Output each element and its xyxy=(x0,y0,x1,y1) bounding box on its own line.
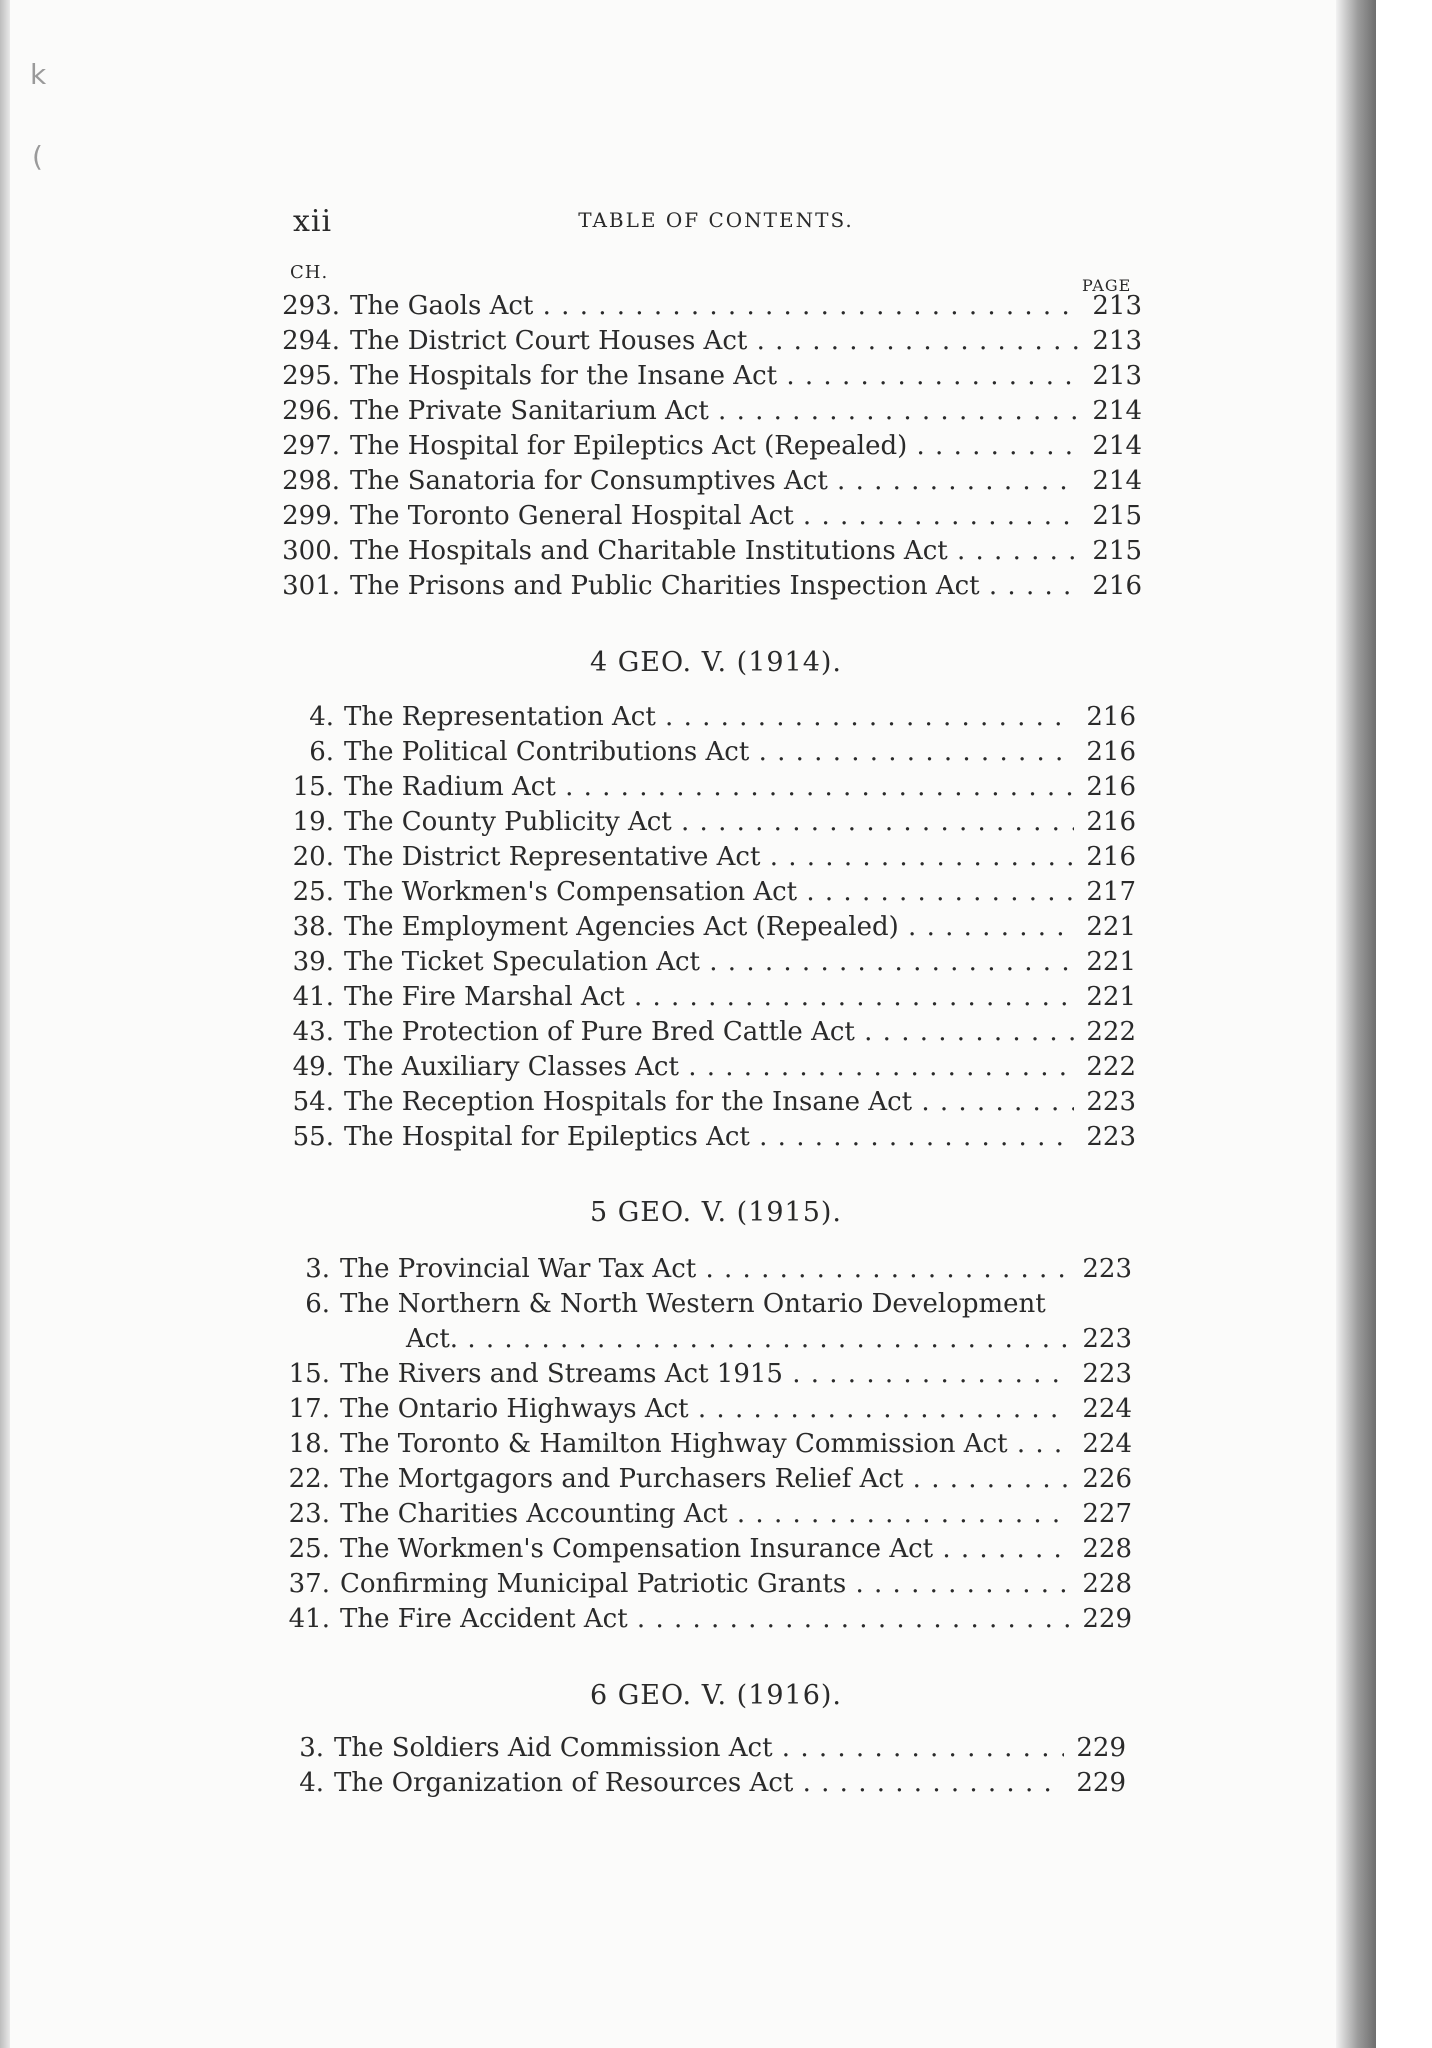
toc-entry xyxy=(272,1427,1132,1462)
chapter-number: 41. xyxy=(292,982,334,1012)
chapter-number: 4. xyxy=(299,1768,324,1798)
chapter-number: 301. xyxy=(282,571,340,601)
chapter-number: 19. xyxy=(292,807,334,837)
toc-entry xyxy=(276,805,1136,840)
section-heading: 6 GEO. V. (1916). xyxy=(589,1680,843,1711)
toc-entry xyxy=(276,1015,1136,1050)
chapter-number: 39. xyxy=(292,947,334,977)
chapter-number: 49. xyxy=(292,1052,334,1082)
page-ref: 214 xyxy=(1092,466,1142,496)
chapter-number: 294. xyxy=(282,326,340,356)
entry-title: The Political Contributions Act . . . xyxy=(344,735,1074,770)
entry-title: The Hospital for Epileptics Act . . . xyxy=(344,1120,1074,1155)
toc-entry xyxy=(272,1497,1132,1532)
chapter-number: 23. xyxy=(288,1499,330,1529)
entry-title: The Auxiliary Classes Act . . . xyxy=(344,1050,1074,1085)
chapter-number: 25. xyxy=(288,1534,330,1564)
page-ref: 229 xyxy=(1076,1768,1126,1798)
toc-entry xyxy=(282,324,1142,359)
entry-title: The Protection of Pure Bred Cattle Act . . . xyxy=(344,1015,1074,1050)
entry-title: The Workmen's Compensation Act . . . xyxy=(344,875,1074,910)
chapter-number: 15. xyxy=(292,772,334,802)
chapter-number: 22. xyxy=(288,1464,330,1494)
entry-title: The District Representative Act . . . xyxy=(344,840,1074,875)
page-ref: 213 xyxy=(1092,326,1142,356)
running-head: TABLE OF CONTENTS. xyxy=(578,208,854,232)
page-ref: 213 xyxy=(1092,361,1142,391)
toc-entry xyxy=(276,1050,1136,1085)
page-ref: 221 xyxy=(1086,912,1136,942)
page-ref: 224 xyxy=(1082,1429,1132,1459)
toc-entry xyxy=(276,980,1136,1015)
chapter-number: 3. xyxy=(305,1254,330,1284)
chapter-number: 43. xyxy=(292,1017,334,1047)
chapter-number: 296. xyxy=(282,396,340,426)
toc-entry xyxy=(282,499,1142,534)
chapter-number: 17. xyxy=(288,1394,330,1424)
toc-entry xyxy=(282,394,1142,429)
entry-title: The Employment Agencies Act (Repealed) . . . xyxy=(344,910,1074,945)
toc-entry xyxy=(276,945,1136,980)
toc-entry xyxy=(272,1462,1132,1497)
toc-entry xyxy=(276,910,1136,945)
page-ref: 215 xyxy=(1092,501,1142,531)
toc-entry xyxy=(272,1567,1132,1602)
entry-title: The Ontario Highways Act . . . xyxy=(340,1392,1070,1427)
entry-title: The Hospital for Epileptics Act (Repealed) . . . xyxy=(350,429,1080,464)
toc-entry xyxy=(272,1357,1132,1392)
entry-title: The Charities Accounting Act . . . xyxy=(340,1497,1070,1532)
chapter-number: 54. xyxy=(292,1087,334,1117)
chapter-number: 20. xyxy=(292,842,334,872)
entry-title: The Organization of Resources Act . . . xyxy=(334,1766,1064,1801)
toc-list-revised-statutes xyxy=(282,289,1142,604)
entry-title: The County Publicity Act . . . xyxy=(344,805,1074,840)
chapter-number: 15. xyxy=(288,1359,330,1389)
chapter-number: 298. xyxy=(282,466,340,496)
entry-title: The Northern & North Western Ontario Development xyxy=(340,1289,1046,1319)
toc-entry xyxy=(266,1731,1126,1766)
page-ref: 229 xyxy=(1082,1604,1132,1634)
page-ref: 221 xyxy=(1086,947,1136,977)
toc-entry xyxy=(282,464,1142,499)
entry-title: The Rivers and Streams Act 1915 . . . xyxy=(340,1357,1070,1392)
entry-title: The Hospitals and Charitable Institutions Act . . . xyxy=(350,534,1080,569)
section-heading: 4 GEO. V. (1914). xyxy=(589,647,843,678)
chapter-number: 55. xyxy=(292,1122,334,1152)
entry-title: The Ticket Speculation Act . . . xyxy=(344,945,1074,980)
toc-entry xyxy=(272,1532,1132,1567)
toc-entry xyxy=(272,1287,1132,1322)
margin-mark: ( xyxy=(32,140,43,173)
toc-entry xyxy=(276,840,1136,875)
entry-title: The Prisons and Public Charities Inspection Act . . . xyxy=(350,569,1080,604)
toc-entry xyxy=(276,735,1136,770)
entry-title: The District Court Houses Act . . . xyxy=(350,324,1080,359)
chapter-number: 6. xyxy=(309,737,334,767)
entry-title: The Reception Hospitals for the Insane Act . . . xyxy=(344,1085,1074,1120)
page-ref: 214 xyxy=(1092,396,1142,426)
page-binding-shadow xyxy=(1336,0,1376,2048)
toc-entry-continuation xyxy=(272,1322,1132,1357)
page-ref: 215 xyxy=(1092,536,1142,566)
toc-entry xyxy=(282,569,1142,604)
page-ref: 223 xyxy=(1082,1254,1132,1284)
toc-entry xyxy=(282,429,1142,464)
entry-title: The Fire Accident Act . . . xyxy=(340,1602,1070,1637)
toc-entry xyxy=(272,1602,1132,1637)
chapter-column-header: CH. xyxy=(290,262,329,283)
scan-margin xyxy=(1376,0,1432,2048)
section-heading: 5 GEO. V. (1915). xyxy=(589,1197,843,1228)
chapter-number: 4. xyxy=(309,702,334,732)
toc-entry xyxy=(276,875,1136,910)
toc-list-1914 xyxy=(276,700,1136,1155)
toc-entry xyxy=(266,1766,1126,1801)
margin-mark: k xyxy=(30,58,47,91)
page-ref: 222 xyxy=(1086,1017,1136,1047)
entry-title: The Private Sanitarium Act . . . xyxy=(350,394,1080,429)
entry-title: The Radium Act . . . xyxy=(344,770,1074,805)
page-ref: 228 xyxy=(1082,1569,1132,1599)
chapter-number: 37. xyxy=(288,1569,330,1599)
toc-entry xyxy=(272,1252,1132,1287)
page-ref: 216 xyxy=(1086,737,1136,767)
chapter-number: 18. xyxy=(288,1429,330,1459)
entry-title: Act. . . . xyxy=(340,1322,1070,1357)
entry-title: The Soldiers Aid Commission Act . . . xyxy=(334,1731,1064,1766)
page-ref: 216 xyxy=(1092,571,1142,601)
chapter-number: 6. xyxy=(305,1289,330,1319)
toc-entry xyxy=(282,359,1142,394)
page-ref: 214 xyxy=(1092,431,1142,461)
toc-entry xyxy=(272,1392,1132,1427)
page-ref: 216 xyxy=(1086,807,1136,837)
chapter-number: 41. xyxy=(288,1604,330,1634)
toc-list-1915 xyxy=(272,1252,1132,1637)
page-ref: 221 xyxy=(1086,982,1136,1012)
entry-title: The Workmen's Compensation Insurance Act . . . xyxy=(340,1532,1070,1567)
page-column-header: PAGE xyxy=(1082,276,1132,295)
chapter-number: 3. xyxy=(299,1733,324,1763)
toc-entry xyxy=(276,700,1136,735)
entry-title: The Fire Marshal Act . . . xyxy=(344,980,1074,1015)
toc-entry xyxy=(282,289,1142,324)
page-ref: 223 xyxy=(1086,1122,1136,1152)
entry-title: The Toronto General Hospital Act . . . xyxy=(350,499,1080,534)
page-ref: 222 xyxy=(1086,1052,1136,1082)
page-ref: 223 xyxy=(1086,1087,1136,1117)
page-ref: 213 xyxy=(1092,291,1142,321)
chapter-number: 293. xyxy=(282,291,340,321)
page-ref: 223 xyxy=(1082,1359,1132,1389)
chapter-number: 38. xyxy=(292,912,334,942)
chapter-number: 299. xyxy=(282,501,340,531)
page-ref: 229 xyxy=(1076,1733,1126,1763)
toc-entry xyxy=(276,1085,1136,1120)
chapter-number: 25. xyxy=(292,877,334,907)
page-ref: 216 xyxy=(1086,772,1136,802)
entry-title: The Gaols Act . . . xyxy=(350,289,1080,324)
chapter-number: 295. xyxy=(282,361,340,391)
entry-title: The Hospitals for the Insane Act . . . xyxy=(350,359,1080,394)
entry-title: The Mortgagors and Purchasers Relief Act . . . xyxy=(340,1462,1070,1497)
chapter-number: 297. xyxy=(282,431,340,461)
entry-title: The Toronto & Hamilton Highway Commission Act . . . xyxy=(340,1427,1070,1462)
page-ref: 217 xyxy=(1086,877,1136,907)
page-ref: 227 xyxy=(1082,1499,1132,1529)
page-ref: 226 xyxy=(1082,1464,1132,1494)
entry-title: The Sanatoria for Consumptives Act . . . xyxy=(350,464,1080,499)
page-ref: 228 xyxy=(1082,1534,1132,1564)
toc-list-1916 xyxy=(266,1731,1126,1801)
toc-entry xyxy=(276,1120,1136,1155)
page-ref: 223 xyxy=(1082,1324,1132,1354)
toc-entry xyxy=(282,534,1142,569)
page-number: xii xyxy=(293,204,333,239)
toc-entry xyxy=(276,770,1136,805)
page-ref: 216 xyxy=(1086,702,1136,732)
page-ref: 216 xyxy=(1086,842,1136,872)
page-ref: 224 xyxy=(1082,1394,1132,1424)
entry-title: Confirming Municipal Patriotic Grants . . . xyxy=(340,1567,1070,1602)
chapter-number: 300. xyxy=(282,536,340,566)
entry-title: The Representation Act . . . xyxy=(344,700,1074,735)
page-left-edge xyxy=(0,0,10,2048)
entry-title: The Provincial War Tax Act . . . xyxy=(340,1252,1070,1287)
